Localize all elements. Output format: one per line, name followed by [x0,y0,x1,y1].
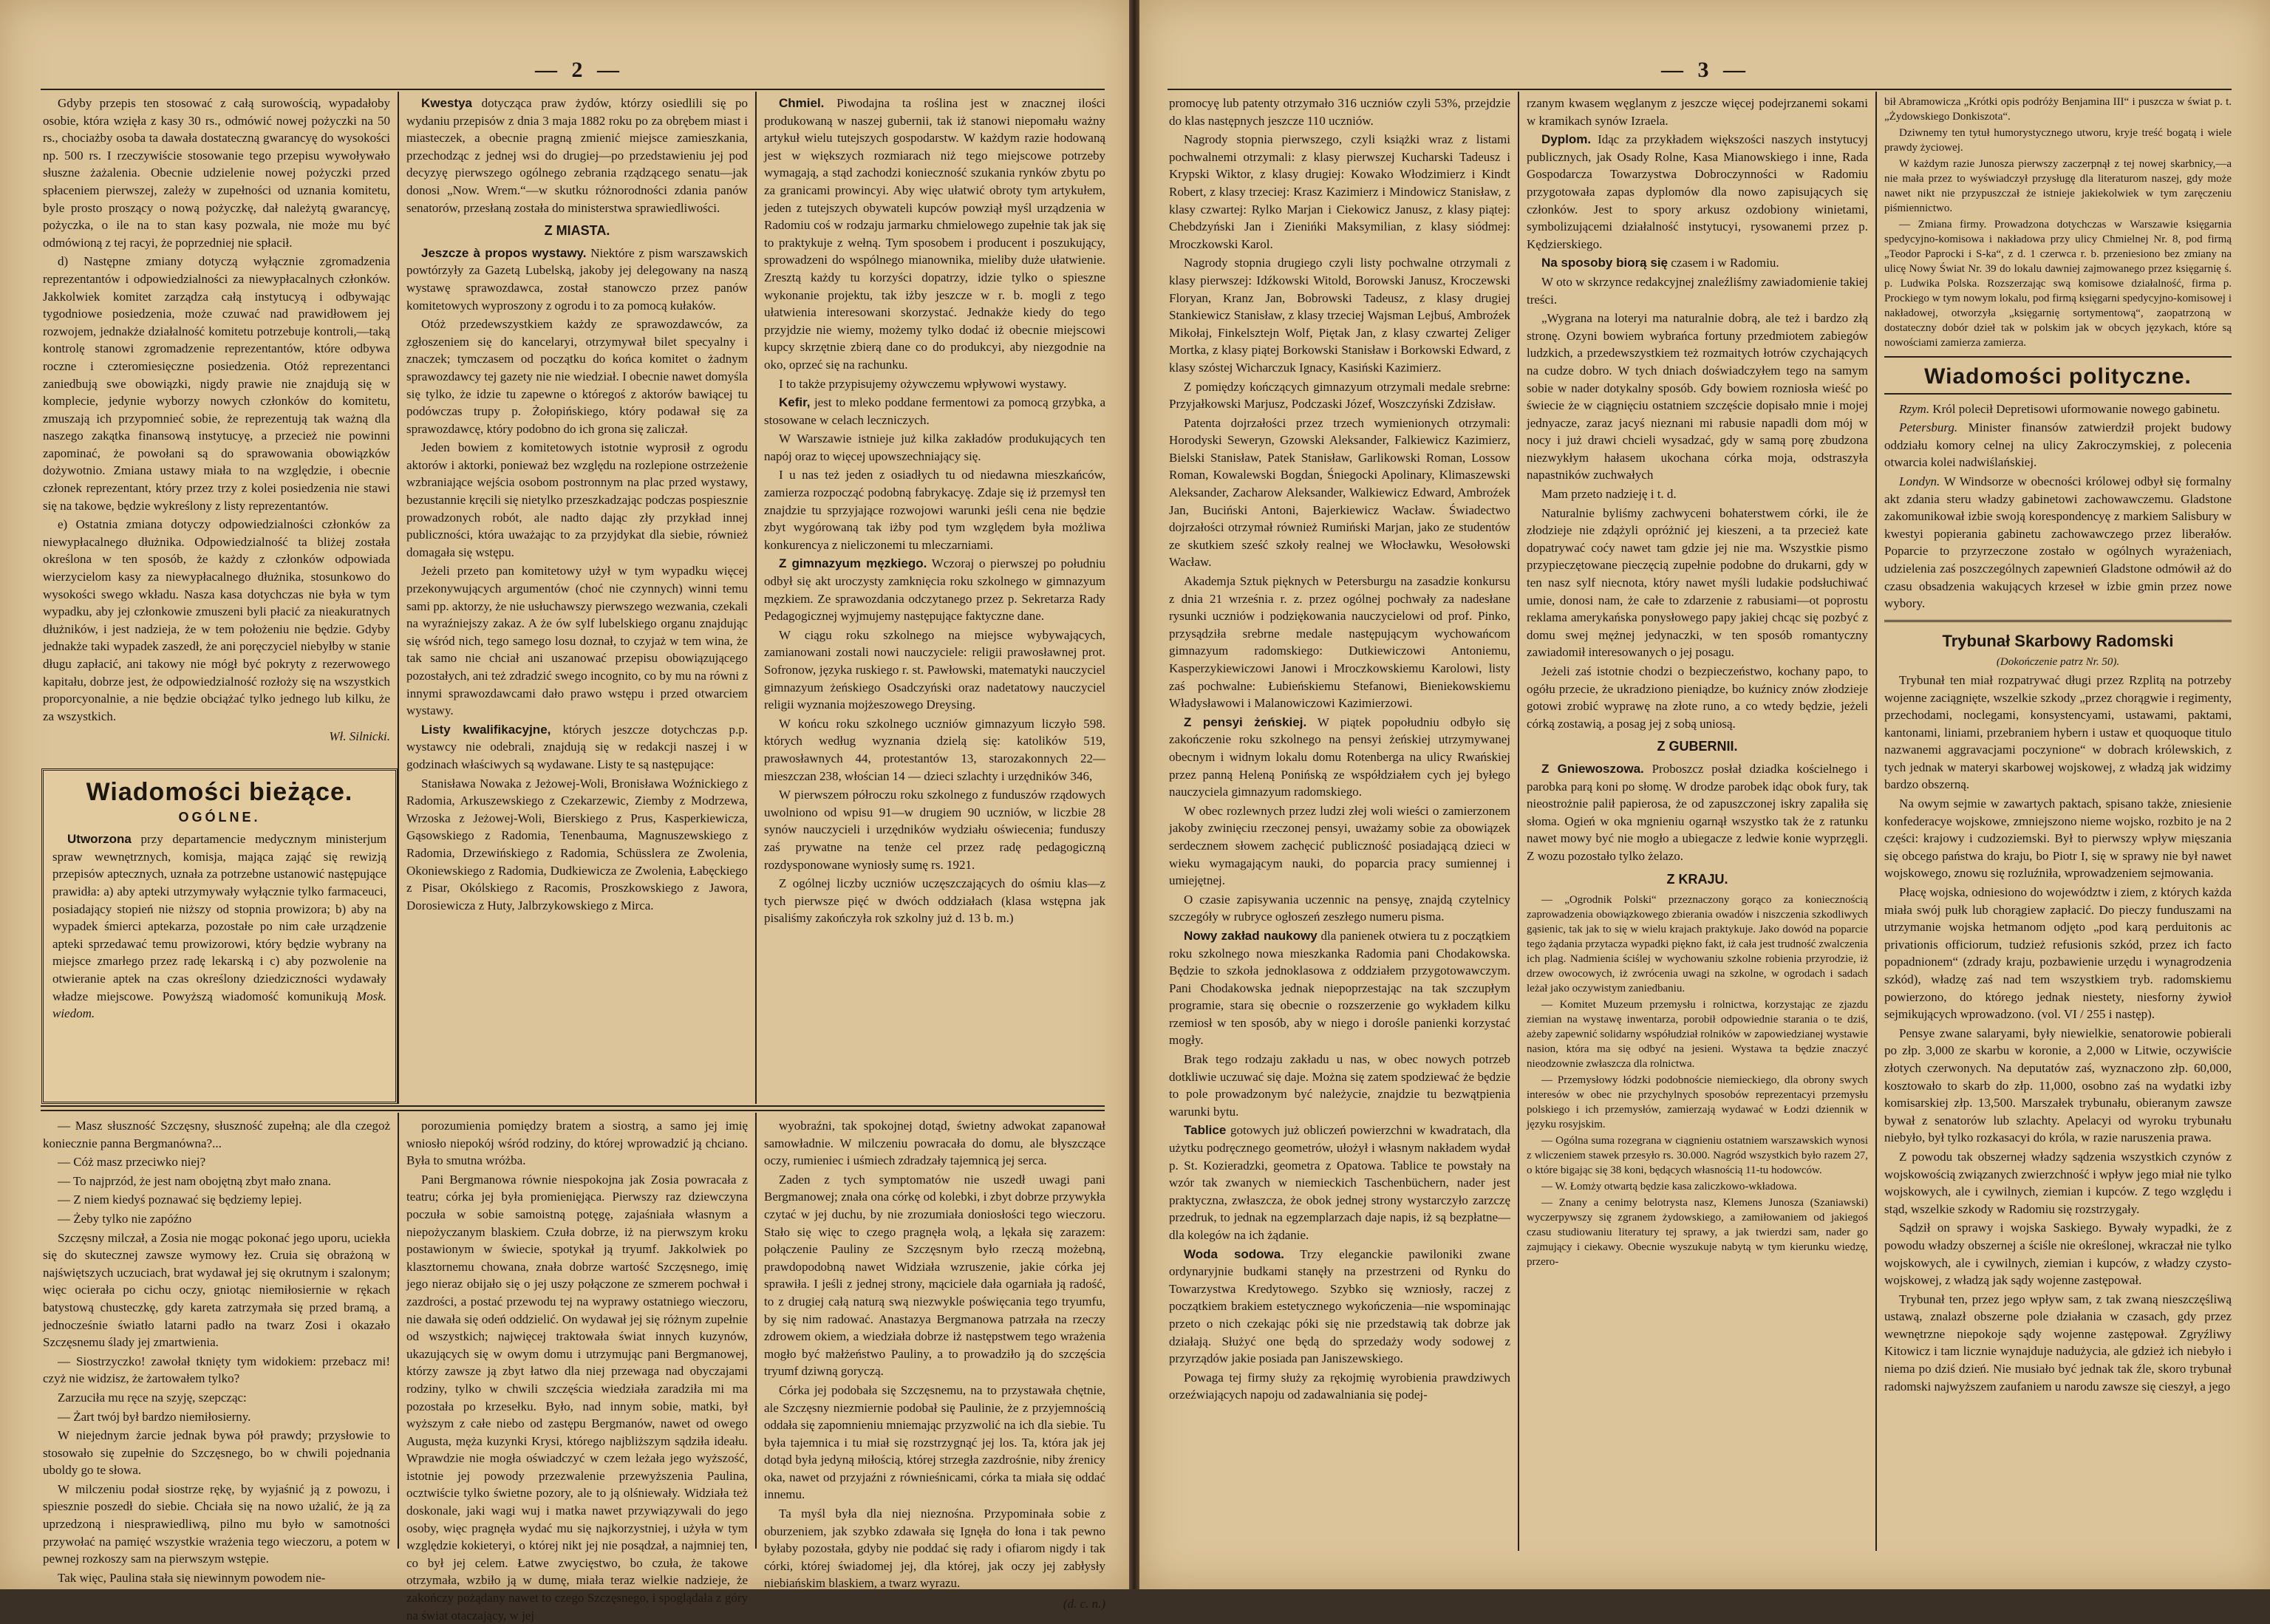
section-title-tribunal: Trybunał Skarbowy Radomski [1942,631,2174,650]
section-heading-province: Z GUBERNII. [1657,739,1738,754]
dateline: Londyn. [1899,474,1940,488]
paragraph: O czasie zapisywania uczennic na pensyę, znajdą czytelnicy szczegóły w rubryce ogłoszeń zeszłego numeru pisma. [1169,892,1510,924]
paragraph: Jeden bowiem z komitetowych istotnie wyprosił z ogrodu aktorów i aktorki, ponieważ bez względu na rozlepione ostrzeżenie wzbraniające wejścia osobom postronnym na plac przed wystawy, bezustannie kręcili się nietylko przeszkadzając podczas pospiesznie prowadzonych robót, ale nadto dając zły przykład innej publiczności, która uważając to za przyjdykat dla siebie, również domagała się wstępu. [406,440,748,559]
feuilleton-rule [41,1105,1105,1107]
column-rule [398,1113,399,1549]
paragraph: — Siostrzyczko! zawołał tknięty tym widokiem: przebacz mi! czyż nie widzisz, że żartowałem tylko? [43,1354,390,1386]
paragraph: Jeżeli przeto pan komitetowy użył w tym wypadku więcej przekonywujących argumentów (choć nie czynnych) winni temu sami pp. aktorzy, że nie usłuchawszy pierwszego wezwania, czekali na wyraźniejszy zakaz. A że ów sylf lubelskiego organu znajdując się wśród nich, tego samego losu doznał, to czyjaż w tem wina, że tak samo nie chciał ani uszanować przepisu obowiązującego pozostałych, ani też zdradzić swego incognito, co by mu na równi z innymi sprawozdawcami dało prawo wstępu i przed otwarciem wystawy. [406,564,748,718]
paragraph: W ciągu roku szkolnego na miejsce wybywających, zamianowani zostali nowi nauczyciele: religii prawosławnej prot. Sofronow, języka ruskiego r. st. Pawłowski, matematyki nauczyciel gimnazyum żeńskiego Osadczyński oraz nadetatowy nauczyciel religii wyznania mojżeszowego Dreysing. [764,627,1105,712]
paragraph: Nagrody stopnia pierwszego, czyli książki wraz z listami pochwalnemi otrzymali: z klasy pierwszej Kucharski Tadeusz i Krypski Wiktor, z klasy drugiej: Kowako Włodzimierz i Kindt Robert, z klasy trzeciej: Krasz Kazimierz i Mindowicz Stanisław, z klasy czwartej: Rylko Marjan i Ciekowicz Janusz, z klasy piątej: Chebdzyński Jan i Zienińki Maksymilian, z klasy siódmej: Mroczkowski Karol. [1169,132,1510,251]
column-rule [1518,92,1519,1551]
paragraph: Sądził on sprawy i wojska Saskiego. Bywały wypadki, że z powodu władzy obszernej a ściśle nie określonej, wkraczał nie tylko wojskowych, ale i cywilnych, ziemian i kupców, z władzy czysto-wojskowej, z władzą jak sądy wojenne zastępował. [1884,1221,2232,1288]
column-rule [1875,92,1877,1551]
paragraph: Zarzuciła mu ręce na szyję, szepcząc: [58,1390,247,1405]
news-item: — W. Łomży otwartą będzie kasa zaliczkowo-wkładowa. [1541,1181,1797,1193]
column-rule [755,92,757,1104]
paragraph: gotowych już obliczeń powierzchni w kwadratach, dla użytku podręcznego geometrów, ułożył i własnym nakładem wydał p. St. Kozieradzki, geometra z Opatowa. Tablice te powstały na wzór tak zwanych w niemieckich Taschenbüchern, nader jest praktyczna, zwłaszcza, że obok jednej strony wystarczyło zarzczę przedruk, to jednak na egzemplarzach daje napis, iż są bezpłatne—dla kolegów na ich żądanie. [1169,1123,1511,1242]
paragraph: Powaga tej firmy służy za rękojmię wyrobienia prawdziwych orzeźwiających napoju od zadawalniania się podej- [1169,1370,1510,1402]
lead-word: Nowy zakład naukowy [1184,928,1318,943]
news-item: — „Ogrodnik Polski“ przeznaczony gorąco za koniecznością zaprowadzenia obowiązkowego zbierania owadów i niszczenia szkodliwych gąsienic, tak jak to się w wielu krajach praktykuje. Jako dowód na poparcie tego żądania przytacza wypadki piękno fakt, iż cała jest trudność zwalczenia ich plag. Nadmienia ściślej w wychowaniu szkolne robienia przyrodzie, iż drzew owocowych, iż zwrócenia uwagi na szkolne, w ogrodach i sadach leżał jako oczywistym zaniedbaniu. [1527,894,1868,995]
lead-word: Kefir, [779,395,811,410]
news-item: — Znany a cenimy belotrysta nasz, Klemens Junosza (Szaniawski) wyczerpywszy się zgranem żydowskiego, a zamiłowaniem od jakiegoś czasu studiowaniu literatury tej sprawy, a jak twierdzi sam, nader go zajmujący i ciekawy. Obecnie wyszukuje nabytą w tym kierunku wiedzę, przero- [1527,1197,1868,1269]
section-heading-country: Z KRAJU. [1666,871,1728,887]
paragraph: Trzy eleganckie pawiloniki zwane ordynaryjnie budkami stanęły na przestrzeni od Rynku do Towarzystwa Kredytowego. Szybko się wzniosły, raczej z początkiem brakiem estetycznego wykończenia—nie wspominając przeto o nich czekając póki się nie przedstawią tak dobrze jak działają. Służyć one będą do sprzedaży wody sodowej z przyrządów jakie posiada pan Janiszewskiego. [1169,1246,1510,1366]
article-credit-society [43,95,390,744]
column-2 [406,95,748,1103]
paragraph: Trybunał ten miał rozpatrywać długi przez Rzplitą na potrzeby wojenne zaciągnięte, wszelkie szkody „przez chorągwie i regimenty, przechodami, noclegami, konsystencyami, ustawami, paktami, kantonami, liniami, przebraniem hybern i ustaw et quoquoque titulo nazwanemi aggravacjami poczynione“ w dobrach królewskich, z tych jednak w materyi skarbowej wojskowej, z władzą jak widzimy bardzo obszerną. [1884,672,2232,792]
paragraph: I to także przypisujemy ożywczemu wpływowi wystawy. [779,376,1067,391]
lead-word: Chmiel. [779,96,825,110]
news-item: — Zmiana firmy. Prowadzona dotychczas w Warszawie księgarnia spedycyjno-komisowa i nakładowa przy ulicy Chmielnej Nr. 8, pod firmą „Teodor Paprocki i S-ka“, z d. 1 czerwca r. b. przeniesiono bez zmiany na ulicę Nowy Świat Nr. 39 do lokalu dawniej zajmowanego przez księgarnię ś. p. Ludwika Polska. Rozszerzając swą komisowe działalność, firma p. Prockiego w tym nowym lokalu, pod firmą księgarni spedycyjno-komisowej i nakładowej, otworzyła „księgarnię sortymentową“, zaopatrzoną w dostateczny dobór dzieł tak w polskim jak w obcych językach, które są nowościami zamierza zamierza. [1884,219,2232,349]
paragraph: e) Ostatnia zmiana dotyczy odpowiedzialności członków za niewypłacalnego dłużnika. Odpowiedzialność ta bliżej została określona w ten sposób, że każdy z członków odpowiada wierzycielom kasy za niewypłacalnego dłużnika, stosunkowo do wysokości swego wkładu. Nasza kasa dotychczas nie była w tym wypadku, aby jej członkowie zmuszeni byli płacić za nieakuratnych dłużników, i jest nadzieja, że w tem położeniu nie będzie. Gdyby jednakże taki wypadek zaszedł, że ani poręczyciel niebyłby w stanie długu zapłacić, ani takowy nie mógł być pokryty z rezerwowego kapitału, dobrze jest, że odpowiedzialność rozłoży się na wszystkich proporcyonalnie, a nie będzie obciążać tylko jednego lub kilku, że za wszystkich. [43,517,390,723]
news-item: Dziwnemy ten tytuł humorystycznego utworu, kryje treść bogatą i wiele prawdy życiowej. [1884,127,2232,154]
paragraph: d) Następne zmiany dotyczą wyłącznie zgromadzenia reprezentantów i odpowiedzialności za niewypłacalnych członków. Jakkolwiek komitet zarządza całą instytucyą i odbywając tygodniowe posiedzenia, może czuwać nad prawidłowem jej rozwojem, jednakże działalność komitetu potrzebuje kontroli,—taką kontrolę stanowi zgromadzenie reprezentantów, które odbywa roczne i czteromiesięczne posiedzenia. Otóż reprezentanci zaniedbują swe obowiązki, nigdy prawie nie znajdują się w komplecie, jedynie wyborzy nowych członków do komitetu, zmuszają ich przypomnieć sobie, że reprezentują tak ważną dla naszego zakątka finansową instytucyę, a przecież nie powinni zapominać, że powołani są do sprawowania obowiązków dożywotnio. Zmiana ustawy miała to na względzie, i obecnie członek reprezentant, który przez trzy z kolei posiedzenia nie stawi się na takowe, będzie wykreślony z listy reprezentantów. [43,254,390,513]
lead-word: Woda sodowa. [1184,1246,1284,1261]
lead-word: Jeszcze à propos wystawy. [421,245,587,260]
page-number-right: — 3 — [1661,58,1750,82]
author-signature: Wł. Silnicki. [329,729,390,744]
paragraph: Niektóre z pism warszawskich powtórzyły za Gazetą Lubelską, jakoby jej delegowany na naszą wystawę sprawozdawca, został stanowczo przez panów komitetowych wyproszony z ogrodu i to za pomocą kułaków. [406,245,749,313]
paragraph: Idąc za przykładem większości naszych instytucyj publicznych, jak Osady Rolne, Kasa Mianowskiego i inne, Rada Gospodarcza Towarzystwa Dobroczynności w Radomiu przygotowała zapas dyplomów dla nowo zapisujących się członków. Jest to spory arkusz ozdobiony winietami, symbolizującemi działalność instytucyi, rysowanemi przez p. Kędzierskiego. [1527,132,1869,251]
paragraph: Pensye zwane salaryami, były niewielkie, senatorowie pobierali po złp. 3,000 ze skarbu w koronie, a 2,000 w Litwie, oczywiście złotych czerwonych. Na deputatów zaś, wyznaczono złp. 60,000, kosztowało to skarb do złp. 11,000, osobno zaś na wydatki izby komisarskiej złp. 13,500. Marszałek trybunału, obieranym zawsze bywał z senatorów lub szlachty. Apelacyi od wyroku trybunału niebyło, był tylko rozkasacyi do króla, w razie naruszenia prawa. [1884,1026,2232,1145]
news-item: bił Abramowicza „Krótki opis podróży Benjamina III“ i puszcza w świat p. t. „Żydowskiego Donkiszota“. [1884,96,2232,123]
paragraph: Mam przeto nadzieję i t. d. [1541,487,1677,502]
column-rule [755,1113,757,1549]
right-column-2 [1527,95,1868,1546]
to-be-continued: (d. c. n.) [1063,1597,1105,1611]
feuilleton-rule [41,1110,1105,1111]
column-3 [764,95,1105,1103]
paragraph: dotycząca praw żydów, którzy osiedlili się po wydaniu przepisów z dnia 3 maja 1882 roku po za obrębem miast i miasteczek, a obecnie pragną zmienić miejsce zamieszkania, przechodząc z jednej wsi do drugiej—po przedstawieniu jej pod decyzyę pierwszego ogólnego zebrania rządzącego senatu—jak donosi „Now. Wrem.“—w skutku różnorodności zdania panów senatorów, przesłaną została do ministerstwa sprawiedliwości. [406,96,749,215]
paragraph: Na owym sejmie w zawartych paktach, spisano także, zniesienie konfederacye wojskowe, zmniejszono nieme wojsko, rozbito je na 2 części: krajowy i cudzoziemski. Był to pierwszy wpływ mięszania się obcego państwa do kraju, bo Piotr I, się w sprawy nie był nawet wojskowego, znowu się rozluźniła, wprowadzeniem sejmowania. [1884,796,2232,881]
lead-word: Dyplom. [1541,132,1592,147]
continuation-note: (Dokończenie patrz Nr. 50). [1996,656,2120,669]
news-item: W każdym razie Junosza pierwszy zaczerpnął z tej nowej skarbnicy,—a nie mała przez to wyświadczył przysługę dla literaturom naszej, gdy może nawet nikt nie przypuszczał że istnieje jakiekolwiek w tym zaręczeniu piśmiennictwo. [1884,158,2232,214]
paragraph: których jeszcze dotychczas p.p. wystawcy nie odebrali, znajdują się w redakcji naszej i w godzinach właściwych są wydawane. Listy te są następujące: [406,722,748,771]
dateline: Rzym. [1899,401,1930,416]
binding-gutter [1129,0,1139,1589]
paragraph: Nagrody stopnia drugiego czyli listy pochwalne otrzymali z klasy pierwszej: Idźkowski Witold, Borowski Janusz, Kroczewski Floryan, Kranz Jan, Bobrowski Tadeusz, z klasy drugiej Stankiewicz Stanisław, z klasy trzeciej Wajsman Lejbuś, Ambroźek Mikołaj, Finkelsztejn Wolf, Piętak Jan, z klasy czwartej Zeliger Mortka, z klasy piątej Borkowski Stanisław i Borkowski Edward, z klasy szóstej Wicharczuk Ignacy, Kasiński Kazimierz. [1169,256,1510,375]
lead-word: Tablice [1184,1123,1227,1138]
paragraph: W niejednym żarcie jednak bywa pół prawdy; przysłowie to stosowało się zupełnie do Szczęsnego, bo w chwili pojednania uboldy go te słowa. [43,1428,390,1478]
paragraph: Zaden z tych symptomatów nie uszedł uwagi pani Bergmanowej; znała ona córkę od kolebki, i zbyt dobrze przywykła czytać w jej duchu, by nie zrozumiała doniosłości tego wieczoru. Stało się więc to czego pragnęła wolą, a lękała się zarazem: połączenie Pauliny ze Szczęsnym było rzeczą możebną, prawdopodobną nawet Widziała wzruszenie, jakie córka jej sprawiła. I jeśli z jednej strony, mąciciele dała ogarniała ją radość, to z drugiej całą naturą swą niezwykle poświęcania tego tryumfu, by się nim radować. Anastazya Bergmanowa patrzała na rzeczy zdrowem okiem, a wiedziała dobrze iż następstwem tego wrażenia mogło być małżeństwo Pauliny, a to prowadziło ją do szczęścia tryumf dziwną goryczą. [764,1172,1105,1379]
lead-word: Na sposoby biorą się [1541,256,1668,270]
paragraph: W piątek popołudniu odbyło się zakończenie roku szkolnego na pensyi żeńskiej utrzymywanej obecnym i widnym lokalu domu Rotenberga na ulicy Rwańskiej przez panną Heleną Ponińską ze współdziałem cych jej byłego nauczyciela gimnazyum radomskiego. [1169,714,1510,799]
paragraph: Z pomiędzy kończących gimnazyum otrzymali medale srebrne: Przyjałkowski Marjusz, Podczaski Józef, Woszczyński Zdzisław. [1169,379,1510,412]
paragraph: W końcu roku szkolnego uczniów gimnazyum liczyło 598. których według wyznania dzielą się: katolików 519, prawosławnych 44, protestantów 13, starozakonnych 22—mieszczan 238, włościan 14 — dzieci szlachty i urzędników 346, [764,716,1105,783]
paragraph: Król polecił Depretisowi uformowanie nowego gabinetu. [1932,401,2220,416]
paragraph: Trybunał ten, przez jego wpływ sam, z tak zwaną nieszczęśliwą ustawą, znalazł obszerne pole działania w czasach, gdy przez wewnętrzne niepokoje sądy wojenne zastępował. Zgryźliwy Kitowicz i tam licznie wynajduje nadużycia, ale gdzież ich niebyło i niema po dziś dzień. Nie musiało być jednak tak źle, skoro trybunał radomski najwyższem zaufaniem u narodu zawsze się cieszył, a jego [1884,1292,2232,1393]
paragraph: Naturalnie byliśmy zachwyceni bohaterstwem córki, ile że złodzieje nie zdążyli opróżnić jej kieszeni, a ta przecież kate dopatrywać coćy nawet tam gdzie jej nie ma. Wszystkie pismo przypieczętowane pieczęcią zupełnie podobne do drukarni, gdy w ten nasz sylf niecnota, który nawet myśli ludakie podsłuchiwać umie, donosi nam, że całe to zdarzenie z rabusiami—ot poprostu reklama amerykańska ponysłowego papy jakiej chcąc się pozbyć z domu swej mężnej jedynaczki, w ten sposób romantyczny zawiadomił interesowanych o jej posagu. [1527,505,1868,660]
paragraph: Otóż przedewszystkiem każdy ze sprawozdawców, za zgłoszeniem się do kancelaryi, otrzymywał bilet specyalny i znaczek; tymczasem od początku do końca komitet o żadnym sprawozdawcy tej gazety nie nie wiedział. I obecnie nawet domyśla się tylko, że idzie tu zapewne o któregoś z aktorów bawiącej tu podówczas trupy p. Żołopińskiego, który podawał się za sprawozdawcę, który podobno do ich grona się zaliczał. [406,317,748,436]
current-news-box [41,768,398,1104]
paragraph: Córka jej podobała się Szczęsnemu, na to przystawała chętnie, ale Szczęsny niezmiernie podobał się Paulinie, że z przyjemnością oddała się zapomnieniu mniemając przyzwolić na ich dla siebie. Tu była tajemnica i tu miał się rozstrzygnąć jej los. Ta, która jak jej dotąd była jedyną miłością, której strzegła zazdrośnie, niby źrenicy oka, nawet od przyjaźni z równieśnicami, córka ta miała się oddać innemu. [764,1382,1105,1502]
paragraph: czasem i w Radomiu. [1671,256,1779,270]
section-heading-gymnasium: Z gimnazyum męzkiego. [779,556,927,571]
header-rule [41,89,1105,90]
paragraph: — Masz słuszność Szczęsny, słuszność zupełną; ale dla czegoż koniecznie panna Bergmanówna?... [43,1119,390,1150]
right-column-1 [1169,95,1510,1546]
paragraph: wyobraźni, tak spokojnej dotąd, świetny adwokat zapanował samowładnie. W milczeniu powracała do domu, ale błyszczące oczy, rumieniec i uśmiech zdradzały tajemnicą jej serca. [764,1119,1105,1168]
paragraph: dla panienek otwiera tu z początkiem roku szkolnego nowa mieszkanka Radomia pani Chodakowska. Będzie to szkoła jednoklasowa z oddziałem przygotowawczym. Pani Chodakowska jednak niepoprzestając na tak szczupłym programie, stara się obecnie o rozszerzenie go wykładem kilku rzemiosł w ten sposób, aby w niego i doroślе panienki korzystać mogły. [1169,928,1510,1048]
paragraph: Ta myśl była dla niej nieznośna. Przypominała sobie z oburzeniem, jak szybko zdawała się Ignęła do łona i tak pewno byłaby pozostała, gdyby nie poddać się rady i ofiarom nigdy i tak córki, której świadomej jej, dla której, jak oczy jej zabłysły niebiańskim blaskiem, a twarz wyrazu. [764,1507,1105,1591]
page-number-left: — 2 — [535,58,624,82]
paragraph: Płacę wojska, odniesiono do województw i ziem, z których każda miała swój pułk lub chorągiew zapłacić. Do pieczy funduszami na utrzymanie wojska hetmanom odjęto „pod karą perduitonis ac privationis officiorum, tudzież refusionis szkód, przez ich facto popadnionem“ (zdrady kraju, pozbawienie urzędu i wynagrodzenia szkód), władzę zaś nad tem wszystkiem tryb. radomskiemu powierzono, do którego jednak niestety, niesforny żywioł sejmikujących wprowadzono. (vol. VI / 255 i następ). [1884,885,2232,1022]
paragraph: porozumienia pomiędzy bratem a siostrą, a samo jej imię wniosło niepokój wśród rodziny, do której wprowadzić ją chciano. Była to smutna wróżba. [406,1119,748,1168]
paragraph: jest to mleko poddane fermentowi za pomocą grzybka, a stosowane w celach leczniczych. [764,395,1105,427]
paragraph: — To najprzód, że jest nam obojętną zbyt mało znana. [58,1173,332,1188]
lead-word: Kwestya [421,96,472,110]
paragraph: Akademja Sztuk pięknych w Petersburgu na zasadzie konkursu z dnia 21 września r. z. przez ogólnej pochwały za nadesłane rysunki uczniów i podziękowania nauczycielowi od prof. Pinko, przysądziła srebrne medale następującym wychowańcom gimnazyum radomskiego: Dutkiewiczowi Antoniemu, Kasperzykiewiczowi Janowi i Mroczkowskiemu Karolowi, listy zaś pochwalne: Łubieńskiemu Stefanowi, Bieniekowskiemu Władysławowi i Malanowiczowi Kazimierzowi. [1169,574,1510,711]
paragraph: W milczeniu podał siostrze rękę, by wyjaśnić ją z powozu, i spiesznie poszedł do siebie. Chciała się na nowo użalić, że ją za uprzedzoną i niesprawiedliwą, pilno mu było w samotności przywołać na pamięć wszystkie wrażenia tego wieczoru, a potem w pewnej rozkoszy sam na pierwszym wstępie. [43,1481,390,1566]
paragraph: Piwodajna ta roślina jest w znacznej ilości produkowaną w naszej gubernii, tak iż stanowi niepomału ważny artykuł wielu tutejszych gospodarstw. W każdym razie hodowaną jest w większych rozmiarach niż tego miejscowe potrzeby wymagają, a stąd zachodzi konieczność szukania rynków zbytu po za granicami prowincyi. Aby więc ułatwić obroty tym artykułem, jeden z tutejszych obywateli kupców powziął myśl urządzenia w Radomiu coś w rodzaju jarmarku chmielowego zupełnie tak jak się to praktykuje z wełną. Tym sposobem i producent i poszukujący, sprowadzeni do wspólnego mianownika, mieliby duże ułatwienie. Zresztą każdy tu korzyści dopatrzy, idzie tylko o spieszne wykonanie projektu, tak iżby jeszcze w r. b. mogli z tego ułatwienia interesowani skorzystać. Jednakże kiedy do tego przyjdzie nie wiemy, możemy tylko dodać iż obecnie miejscowi kupcy skrzętnie zbierą dane co do produkcyi, aby niezgodnie na oko, oprzeć się na rachunku. [764,96,1105,372]
feuilleton-column-1 [43,1117,390,1585]
section-heading-city: Z MIASTA. [544,223,610,239]
feuilleton-column-3 [764,1117,1105,1611]
right-newspaper-page [1139,0,2270,1589]
paragraph: Pani Bergmanowa równie niespokojna jak Zosia powracała z teatru; córka jej była promienięjąca. Pierwszy raz dziewczyna poczuła w sobie samoistną potęgę, zajaśniała własnym a niepożyczanym blaskiem. Czuła dobrze, iż na pierwszym kroku postawionym w świecie, spotykał ją tryumf. Jakkolwiek po klasztornemu chowana, znała dobrze wartość Szczęsnego, imię jego nieraz obijało się o jej uszy połączone ze szmerem pochwał i zazdrości, a postać przewodu tej na wyprawy ostatniego wieczoru, nie dawała się odeń oddzielić. On wydawał jej się różnym zupełnie od wszystkich; najwięcej traktowała świat innych kuzynów, ukazujących się w owym domu i utrzymując pani Bergmanowej, którzy zawsze ją zbyt łatwo dla niej przewaga nad obyczajami rodziny, tylko w chwili szczęścia wiedziała zaradziła mi ma pozostała po krzesełku. Było, nad innym sobie, matki, był wyższym z całe niebo od zastępu Bergmanów, nawet od owego Augusta, męża kuzynki Krysi, którego najbliższym sądziła ideału. Wprawdzie nie mogła oświadczyć w czem leżała jego wyższość, istotnie jej powody przezwalenie przewyższenia Paulina, ocztwiście tylko świetne pozory, ale to ją olśniewały. Widziała też doskonale, jaki wagi wuj i matka nawet przywiązywali do jego osoby, więc pragnęła wydać mu się najkorzystniej, i użyła w tym względzie kokieteryi, o której nikt jej nie posądzał, a najmniej ten, co był jej celem. Łatwe zwycięstwo, bo czuła, że takowe otrzymała, wzbiło ją w dumę, miała teraz wielkie nadzieje, że zakończy pożądany nawet to czego Szczęsnego, i spoglądała z góry na świat otaczający, w jej [406,1172,748,1623]
column-rule [398,92,399,1104]
feuilleton-column-2 [406,1117,748,1623]
paragraph: „Wygrana na loteryi ma naturalnie dobrą, ale też i bardzo złą stronę. Ozyni bowiem wybrańca fortuny przedmiotem zabiegów ludzkich, a przedewszystkiem też rozmaitych łotrów czychających na cudze dobro. W tych dniach doświadczyłem tego na samym sobie w nader dotykalny sposób. Gdy bowiem rozniosła wieść po świecie że w ciągnięciu ostatniem szczęście dopisało mnie i mojej jednyacze, zaraz jacyś nieznani mi rabusie napadli dom mój w nocy i już drawi chcieli wysadzać, gdy w samą porę zbudzona niezwykłym hałasem ukochana córka moja, odstraszyła napastników zuchwałych [1527,311,1868,482]
paragraph: Minister finansów zatwierdził projekt budowy oddziału komory celnej na ulicy Zakroczymskiej, z polecenia otwarcia kolei nadwiślańskiej. [1884,420,2232,470]
lead-word: Z Gniewoszowa. [1541,761,1644,776]
left-newspaper-page [0,0,1129,1623]
paragraph: przy departamencie medycznym ministerjum spraw wewnętrznych, komisja, mająca zająć się rewizją przepisów aptecznych, uznała za potrzebne ustanowić następujące prawidła: a) aby apteki utrzymywały wyłącznie tylko farmaceuci, posiadający stopień nie niższy od stopnia prowizora; b) aby na wypadek śmierci aptekarza, pozostałe po nim całe urządzenie apteki sprzedawać temu prowizorowi, który będzie wybrany na miejsce zmarłego przez radę lekarską i c) aby pozwolenie na otwieranie aptek na czas określony dziedziczności wydawały władze miejscowe. Powyższą wiadomość komunikują [52,832,386,1003]
section-title-political-news: Wiadomości polityczne. [1924,364,2192,389]
paragraph: Proboszcz posłał dziadka kościelnego i parobka parą koni po słomę. W drodze parobek idąc obok fury, tak nieostrożnie palił papierosa, że od zapuszczonej iskry zapaliła się słoma. Ogień w oka mgnieniu ogarnął wszystko tak że z ratunku nawet mowy być nie mogło a ubiegacze z ledwie konie wyprzęgli. Z wozu pozostało tylko żelazo. [1527,761,1868,863]
paragraph: I u nas też jeden z osiadłych tu od niedawna mieszkańców, zamierza rozpocząć podobną fabrykacyę. Zdaje się iż przemysł ten znajdzie tu sprzyjające rozwojowi warunki jeśli cena nie będzie zbyt wygórowaną tak iżby pod tym względem była możliwa konkurencya z nieliczonemi tu mleczarniami. [764,468,1105,552]
news-item: — Przemysłowy łódzki podobnoście niemieckiego, dla obrony swych interesów w obec nie przychylnych sposobów reprezentacyi przemysłu polskiego i ich przemysłów, zamierzają wydawać w Łodzi dziennik w języku rosyjskim. [1527,1074,1868,1131]
paragraph: promocyę lub patenty otrzymało 316 uczniów czyli 53%, przejdzie do klas następnych jeszcze 110 uczniów. [1169,96,1510,128]
paragraph: — Z niem kiedyś poznawać się będziemy lepiej. [58,1193,302,1207]
dateline: Petersburg. [1899,420,1958,435]
news-item: — Ogólna suma rozegrana w ciągnieniu ostatniem warszawskich wynosi z wliczeniem stawek przesyło rs. 30.000. Nagród wszystkich było razem 27, o które bigając się 38 koni, będących własnością 11-tu hodowców. [1527,1135,1868,1177]
lead-word: Listy kwalifikacyjne, [421,722,551,737]
lead-word: Utworzona [67,832,132,847]
paragraph: — Żart twój był bardzo niemiłosierny. [58,1409,251,1424]
paragraph: rzanym kwasem węglanym z jeszcze więcej podejrzanemi sokami w kramikach synów Izraela. [1527,96,1868,128]
paragraph: Tak więc, Paulina stała się niewinnym powodem nie- [58,1570,326,1585]
section-subtitle-general: OGÓLNE. [178,809,261,825]
paragraph: W Windsorze w obecności królowej odbył się formalny akt zdania steru władzy gabinetowi zachowawczemu. Gladstone zakomunikował izbie swoją korespondencyę z markiem Salisbury w kwestyi popierania gabinetu zachowawczego przez liberałów. Poparcie to przyrzeczone zostało w ogólnych wyrażeniach, udzielenia zaś poszczególnych zapewnień Gladstone odmówił aż do czasu obsadzenia wakujących krzeseł w izbie gmin przez nowe wybory. [1884,474,2232,611]
header-rule [1168,89,2232,90]
paragraph: — Cóż masz przeciwko niej? [58,1155,206,1170]
paragraph: Wczoraj o pierwszej po południu odbył się akt uroczysty zamknięcia roku szkolnego w gimnazyum męzkiem. Ze sprawozdania odczytanego przez p. Sekretarza Rady Pedagogicznej wyjmujemy następujące faktyczne dane. [764,556,1105,624]
paragraph: Z powodu tak obszernej władzy sądzenia wszystkich czynów z wojskowością związanych zwierzchność i wpływ jego miał nie tylko wojskowych, ale i cywilnych, ziemian i kupców. Z tego względu i stąd, wszelkie szkody w Radomiu się rozstrzygały. [1884,1149,2232,1216]
right-column-3 [1884,95,2232,1546]
paragraph: Gdyby przepis ten stosować z całą surowością, wypadałoby osobie, która wzięła z kasy 30 rs., odmówić nowej pożyczki na 50 rs., chociażby osoba ta dawała dostateczną gwarancyę do wysokości np. 500 rs. I rzeczywiście stosowanie tego przepisu wywoływało słuszne żażalenia. Obecnie udzielenie nowej pożyczki przed spłaceniem pierwszej, zależy w zupełności od uznania komitetu, byle prosto proszący o nową pożyczkę, dał należytą gwarancyę, pożyczka, o ile na to stan kasy pozwala, nie może mu być odmówioną z tej racyi, że poprzedniej nie spłacił. [43,96,390,250]
news-item: — Komitet Muzeum przemysłu i rolnictwa, korzystając ze zjazdu ziemian na wystawę inwentarza, porobił odpowiednie starania o te dziś, ażeby zapewnić solidarny współudział rolników w zapowiedzianej wystawie nasion, która ma się odbyć na jesieni. Wystawa ta będzie znaczyć nieodzownie zwłaszcza dla rolnictwa. [1527,999,1868,1071]
paragraph: W obec rozlewnych przez ludzi złej woli wieści o zamierzonem jakoby zwinięciu rzeczonej pensyi, uważamy sobie za obowiązek serdecznem słowem zachęcić publiczność posiadającą dzieci w wieku wymagającym nauki, do poparcia pracy sumiennej i umiejętnej. [1169,803,1510,888]
paragraph: Stanisława Nowaka z Jeżowej-Woli, Bronisława Woźnickiego z Radomia, Arkuszewskiego z Czekarzewic, Ziemby z Modrzewa, Wrzoska z Jeżowej-Woli, Bierskiego z Prus, Kasperkiewicza, Gąsowskiego z Radomia, Tenenbauma, Magnuszewskiego z Radomia, Drzewińskiego z Radomia, Schüsslera ze Zwolenia, Okoniewskiego z Radomia, Dudkiewicza ze Zwolenia, Łabęckiego z Pisar, Okólskiego z Racomis, Proszkowskiego z Jawora, Dorosiewicza z Huty, Jalbrzykowskiego z Mirca. [406,776,748,912]
paragraph: Z ogólnej liczby uczniów uczęszczających do ośmiu klas—z tych pierwsze pięć w dwóch oddziałach (klasa wstępna jak pisaliśmy zakończyła rok szkolny już d. 13 b. m.) [764,876,1105,926]
paragraph: W pierwszem półroczu roku szkolnego z funduszów rządowych uwolniono od wpisu 91—w drugiem 90 uczniów, w liczbie 28 synów nauczycieli i urzędników wydziału oświecenia; funduszy zaś prywatne na tenże cel przez radę pedagogiczną rozdysponowane wyniosły sumę rs. 1921. [764,788,1105,872]
paragraph: W oto w skrzynce redakcyjnej znaleźliśmy zawiadomienie takiej treści. [1527,274,1868,307]
section-title-current-news: Wiadomości bieżące. [86,778,353,806]
paragraph: Brak tego rodzaju zakładu u nas, w obec nowych potrzeb dotkliwie uczuwać się daje. Można się zatem spodziewać że będzie to pole prowadzonym być należycie, znajdzie tu bezwątpienia warunki bytu. [1169,1052,1510,1119]
paragraph: Patenta dojrzałości przez trzech wymienionych otrzymali: Horodyski Seweryn, Gzowski Aleksander, Falkiewicz Kazimierz, Bielski Stanisław, Patek Stanisław, Garlikowski Roman, Lossow Roman, Kowalewski Bogdan, Śniegocki Apolinary, Klimaszewski Aleksander, Zacharow Aleksander, Walkiewicz Edward, Ambroźek Jan, Buciński Antoni, Bajerkiewicz Wacław. Świadectwo dojrzałości otrzymał również Rumiński Marjan, jako ze studentów ze skutkiem sześć szkoły realnej we Włocławku, Wesołowski Wacław. [1169,415,1510,570]
paragraph: Szczęsny milczał, a Zosia nie mogąc pokonać jego uporu, uciekła się do skutecznej zawsze wymowy łez. Cruia się obrażoną w najświętszych uczuciach, brat wydawał jej się okrutnym i szalonym; więc ocierała po cichu oczy, gniotąc niemiłosiernie w rękach batystową chusteczkę, gdy kareta zatrzymała się przed bramą, a jednocześnie światło latarni padło na twarz Zosi i okazało Szczęsnemu ślady jej zmartwienia. [43,1230,390,1350]
paragraph: Jeżeli zaś istotnie chodzi o bezpieczeństwo, kochany papo, to ogółu przecie, że ukradziono pieniądze, bo kuźnicy znów złodzieje gotowi zrobić wyprawę na złote runo, a co wtedy będzie, jeżeli córką zostawią, a posag jej z sobą uniosą. [1527,664,1868,731]
source-credit: Mosk. wiedom. [52,989,386,1021]
section-heading-girls-school: Z pensyi żeńskiej. [1184,714,1307,729]
paragraph: W Warszawie istnieje już kilka zakładów produkujących ten napój oraz to więcej upowszechniający się. [764,431,1105,463]
paragraph: — Żeby tylko nie zapóźno [58,1211,192,1226]
